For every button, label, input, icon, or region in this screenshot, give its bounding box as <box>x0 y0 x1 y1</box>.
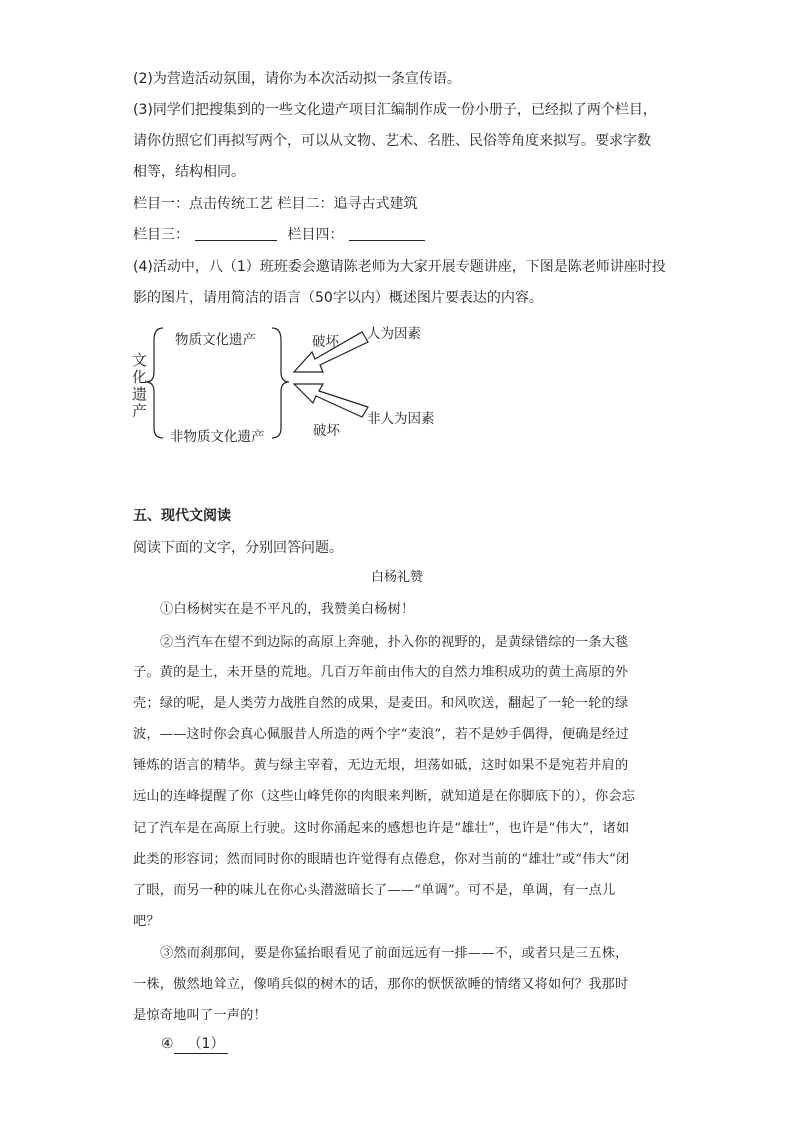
section-5-heading: 五、现代文阅读 <box>133 508 231 524</box>
root-char-1: 文 <box>132 351 148 369</box>
root-char-2: 化 <box>132 368 148 386</box>
question-4-line-2: 影的图片，请用简洁的语言（50字以内）概述图片要表达的内容。 <box>133 290 543 306</box>
intangible-heritage-label: 非物质文化遗产 <box>170 429 265 445</box>
passage-line: 吧？ <box>133 914 160 929</box>
question-3-line-1: (3)同学们把搜集到的一些文化遗产项目汇编制作成一份小册子，已经拟了两个栏目， <box>133 102 657 118</box>
column-4-label: 栏目四： <box>287 227 344 243</box>
passage-line: 壳；绿的呢，是人类劳力战胜自然的成果，是麦田。和风吹送，翻起了一轮一轮的绿 <box>133 696 629 711</box>
passage-line: 是惊奇地叫了一声的！ <box>133 1008 267 1023</box>
question-4-line-1: (4)活动中，八（1）班班委会邀请陈老师为大家开展专题讲座，下图是陈老师讲座时投 <box>133 259 666 275</box>
section-5-instruction: 阅读下面的文字，分别回答问题。 <box>133 540 343 556</box>
passage-line: 子。黄的是土，未开垦的荒地。几百万年前由伟大的自然力堆积成功的黄土高原的外 <box>133 665 629 680</box>
non-human-factor-label: 非人为因素 <box>367 411 435 427</box>
paragraph-4-blank-line <box>161 1033 228 1054</box>
passage-line: 记了汽车是在高原上行驶。这时你涌起来的感想也许是“雄壮”，也许是“伟大”，诸如 <box>133 821 630 836</box>
arrow-lower <box>294 384 368 417</box>
paragraph-4-blank[interactable]: （1） <box>174 1033 229 1054</box>
column-3-label: 栏目三： <box>133 227 189 243</box>
columns-1-2: 栏目一：点击传统工艺 栏目二：追寻古式建筑 <box>133 196 418 212</box>
diagram-shapes <box>0 0 794 460</box>
passage-line: ③然而刹那间，要是你猛抬眼看见了前面远远有一排——不，或者只是三五株， <box>160 946 629 961</box>
material-heritage-label: 物质文化遗产 <box>175 332 256 348</box>
passage-line: 锤炼的语言的精华。黄与绿主宰着，无边无垠，坦荡如砥，这时如果不是宛若并肩的 <box>133 758 629 773</box>
passage-line: ①白杨树实在是不平凡的，我赞美白杨树！ <box>160 602 415 617</box>
passage-line: 一株，傲然地耸立，像哨兵似的树木的话，那你的恹恹欲睡的情绪又将如何？我那时 <box>133 977 629 992</box>
question-3-line-2: 请你仿照它们再拟写两个，可以从文物、艺术、名胜、民俗等角度来拟写。要求字数 <box>133 133 651 149</box>
passage-title: 白杨礼赞 <box>370 570 423 585</box>
question-2: (2)为营造活动氛围，请你为本次活动拟一条宣传语。 <box>133 71 461 87</box>
right-brace <box>272 328 289 438</box>
passage-line: ②当汽车在望不到边际的高原上奔驰，扑入你的视野的，是黄绿错综的一条大毯 <box>160 635 629 650</box>
passage-line: 此类的形容词；然而同时你的眼睛也许觉得有点倦怠，你对当前的“雄壮”或“伟大”闭 <box>133 852 630 867</box>
damage-label-top: 破坏 <box>312 334 339 350</box>
damage-label-bottom: 破坏 <box>313 423 340 439</box>
human-factor-label: 人为因素 <box>367 326 421 342</box>
passage-line: 波，——这时你会真心佩服昔人所造的两个字“麦浪”，若不是妙手偶得，便确是经过 <box>133 727 629 742</box>
question-3-line-3: 相等，结构相同。 <box>133 164 245 180</box>
left-brace <box>146 328 163 438</box>
root-char-4: 产 <box>132 402 148 420</box>
root-char-3: 遗 <box>132 385 148 403</box>
passage-line: 远山的连峰提醒了你（这些山峰凭你的肉眼来判断，就知道是在你脚底下的），你会忘 <box>133 789 636 804</box>
passage-line: 了眼，而另一种的味儿在你心头潜滋暗长了——“单调”。可不是，单调，有一点儿 <box>133 883 616 898</box>
paragraph-4-marker: ④ <box>161 1036 174 1052</box>
